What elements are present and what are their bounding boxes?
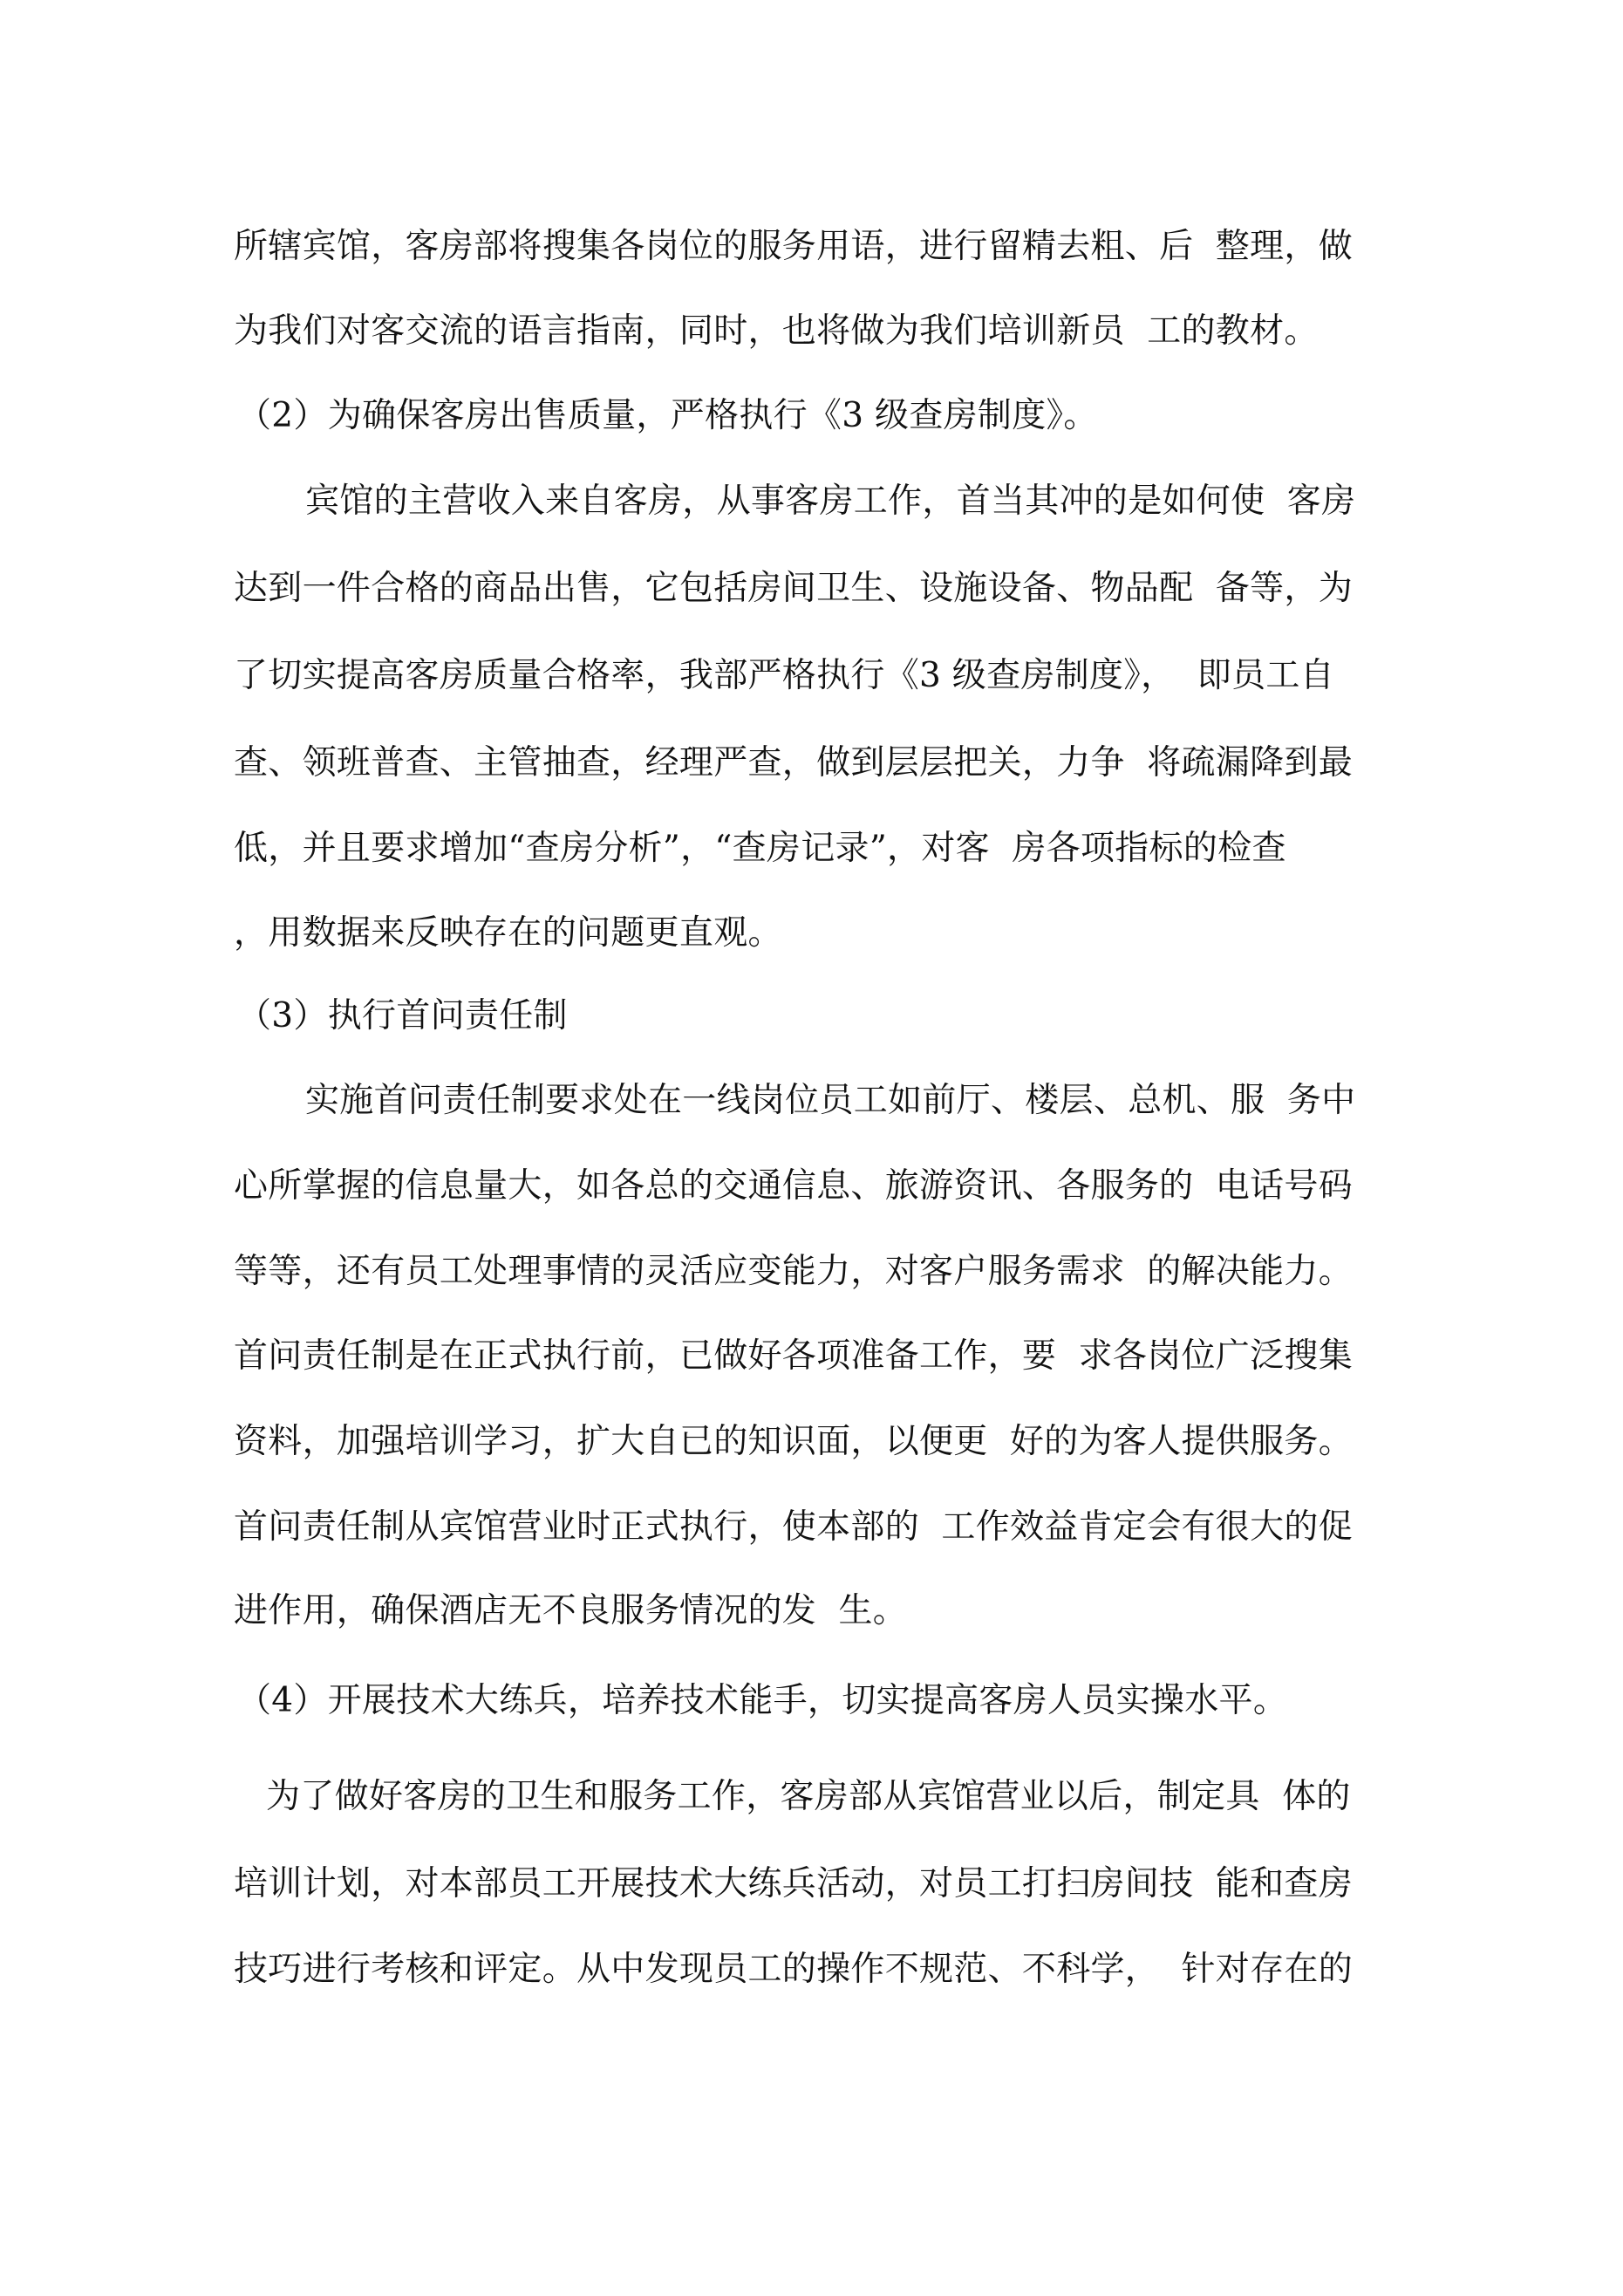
paragraph-line: 培训计划，对本部员工开展技术大练兵活动，对员工打扫房间技 能和查房 xyxy=(234,1864,1353,1903)
paragraph-line: 技巧进行考核和评定。从中发现员工的操作不规范、不科学， 针对存在的 xyxy=(234,1950,1353,1989)
paragraph-line: 宾馆的主营收入来自客房，从事客房工作，首当其冲的是如何使 客房 xyxy=(305,482,1356,521)
section-heading-3: （3）执行首问责任制 xyxy=(237,996,568,1035)
paragraph-line: 达到一件合格的商品出售，它包括房间卫生、设施设备、物品配 备等，为 xyxy=(234,569,1353,608)
paragraph-line: 实施首问责任制要求处在一线岗位员工如前厅、楼层、总机、服 务中 xyxy=(305,1081,1356,1120)
paragraph-line: 首问责任制是在正式执行前，已做好各项准备工作，要 求各岗位广泛搜集 xyxy=(234,1336,1353,1376)
section-heading-4: （4）开展技术大练兵，培养技术能手，切实提高客房人员实操水平。 xyxy=(237,1681,1288,1720)
paragraph-line: 为了做好客房的卫生和服务工作，客房部从宾馆营业以后，制定具 体的 xyxy=(266,1777,1351,1816)
paragraph-line: 资料，加强培训学习，扩大自已的知识面，以便更 好的为客人提供服务。 xyxy=(234,1422,1353,1461)
paragraph-line: 了切实提高客房质量合格率，我部严格执行《3 级查房制度》， 即员工自 xyxy=(234,656,1335,695)
section-heading-2: （2）为确保客房出售质量，严格执行《3 级查房制度》。 xyxy=(237,396,1098,435)
paragraph-line: 所辖宾馆，客房部将搜集各岗位的服务用语，进行留精去粗、后 整理，做 xyxy=(234,227,1353,266)
paragraph-line: 心所掌握的信息量大，如各总的交通信息、旅游资讯、各服务的 电话号码 xyxy=(234,1166,1353,1206)
paragraph-line: 查、领班普查、主管抽查，经理严查，做到层层把关，力争 将疏漏降到最 xyxy=(234,743,1353,782)
paragraph-line: 为我们对客交流的语言指南，同时，也将做为我们培训新员 工的教材。 xyxy=(234,311,1319,351)
paragraph-line: ，用数据来反映存在的问题更直观。 xyxy=(234,913,782,953)
paragraph-line: 进作用，确保酒店无不良服务情况的发 生。 xyxy=(234,1591,908,1630)
paragraph-line: 等等，还有员工处理事情的灵活应变能力，对客户服务需求 的解决能力。 xyxy=(234,1252,1353,1291)
paragraph-line: 低，并且要求增加“查房分析”，“查房记录”，对客 房各项指标的检查 xyxy=(234,829,1286,868)
paragraph-line: 首问责任制从宾馆营业时正式执行，使本部的 工作效益肯定会有很大的促 xyxy=(234,1507,1353,1547)
